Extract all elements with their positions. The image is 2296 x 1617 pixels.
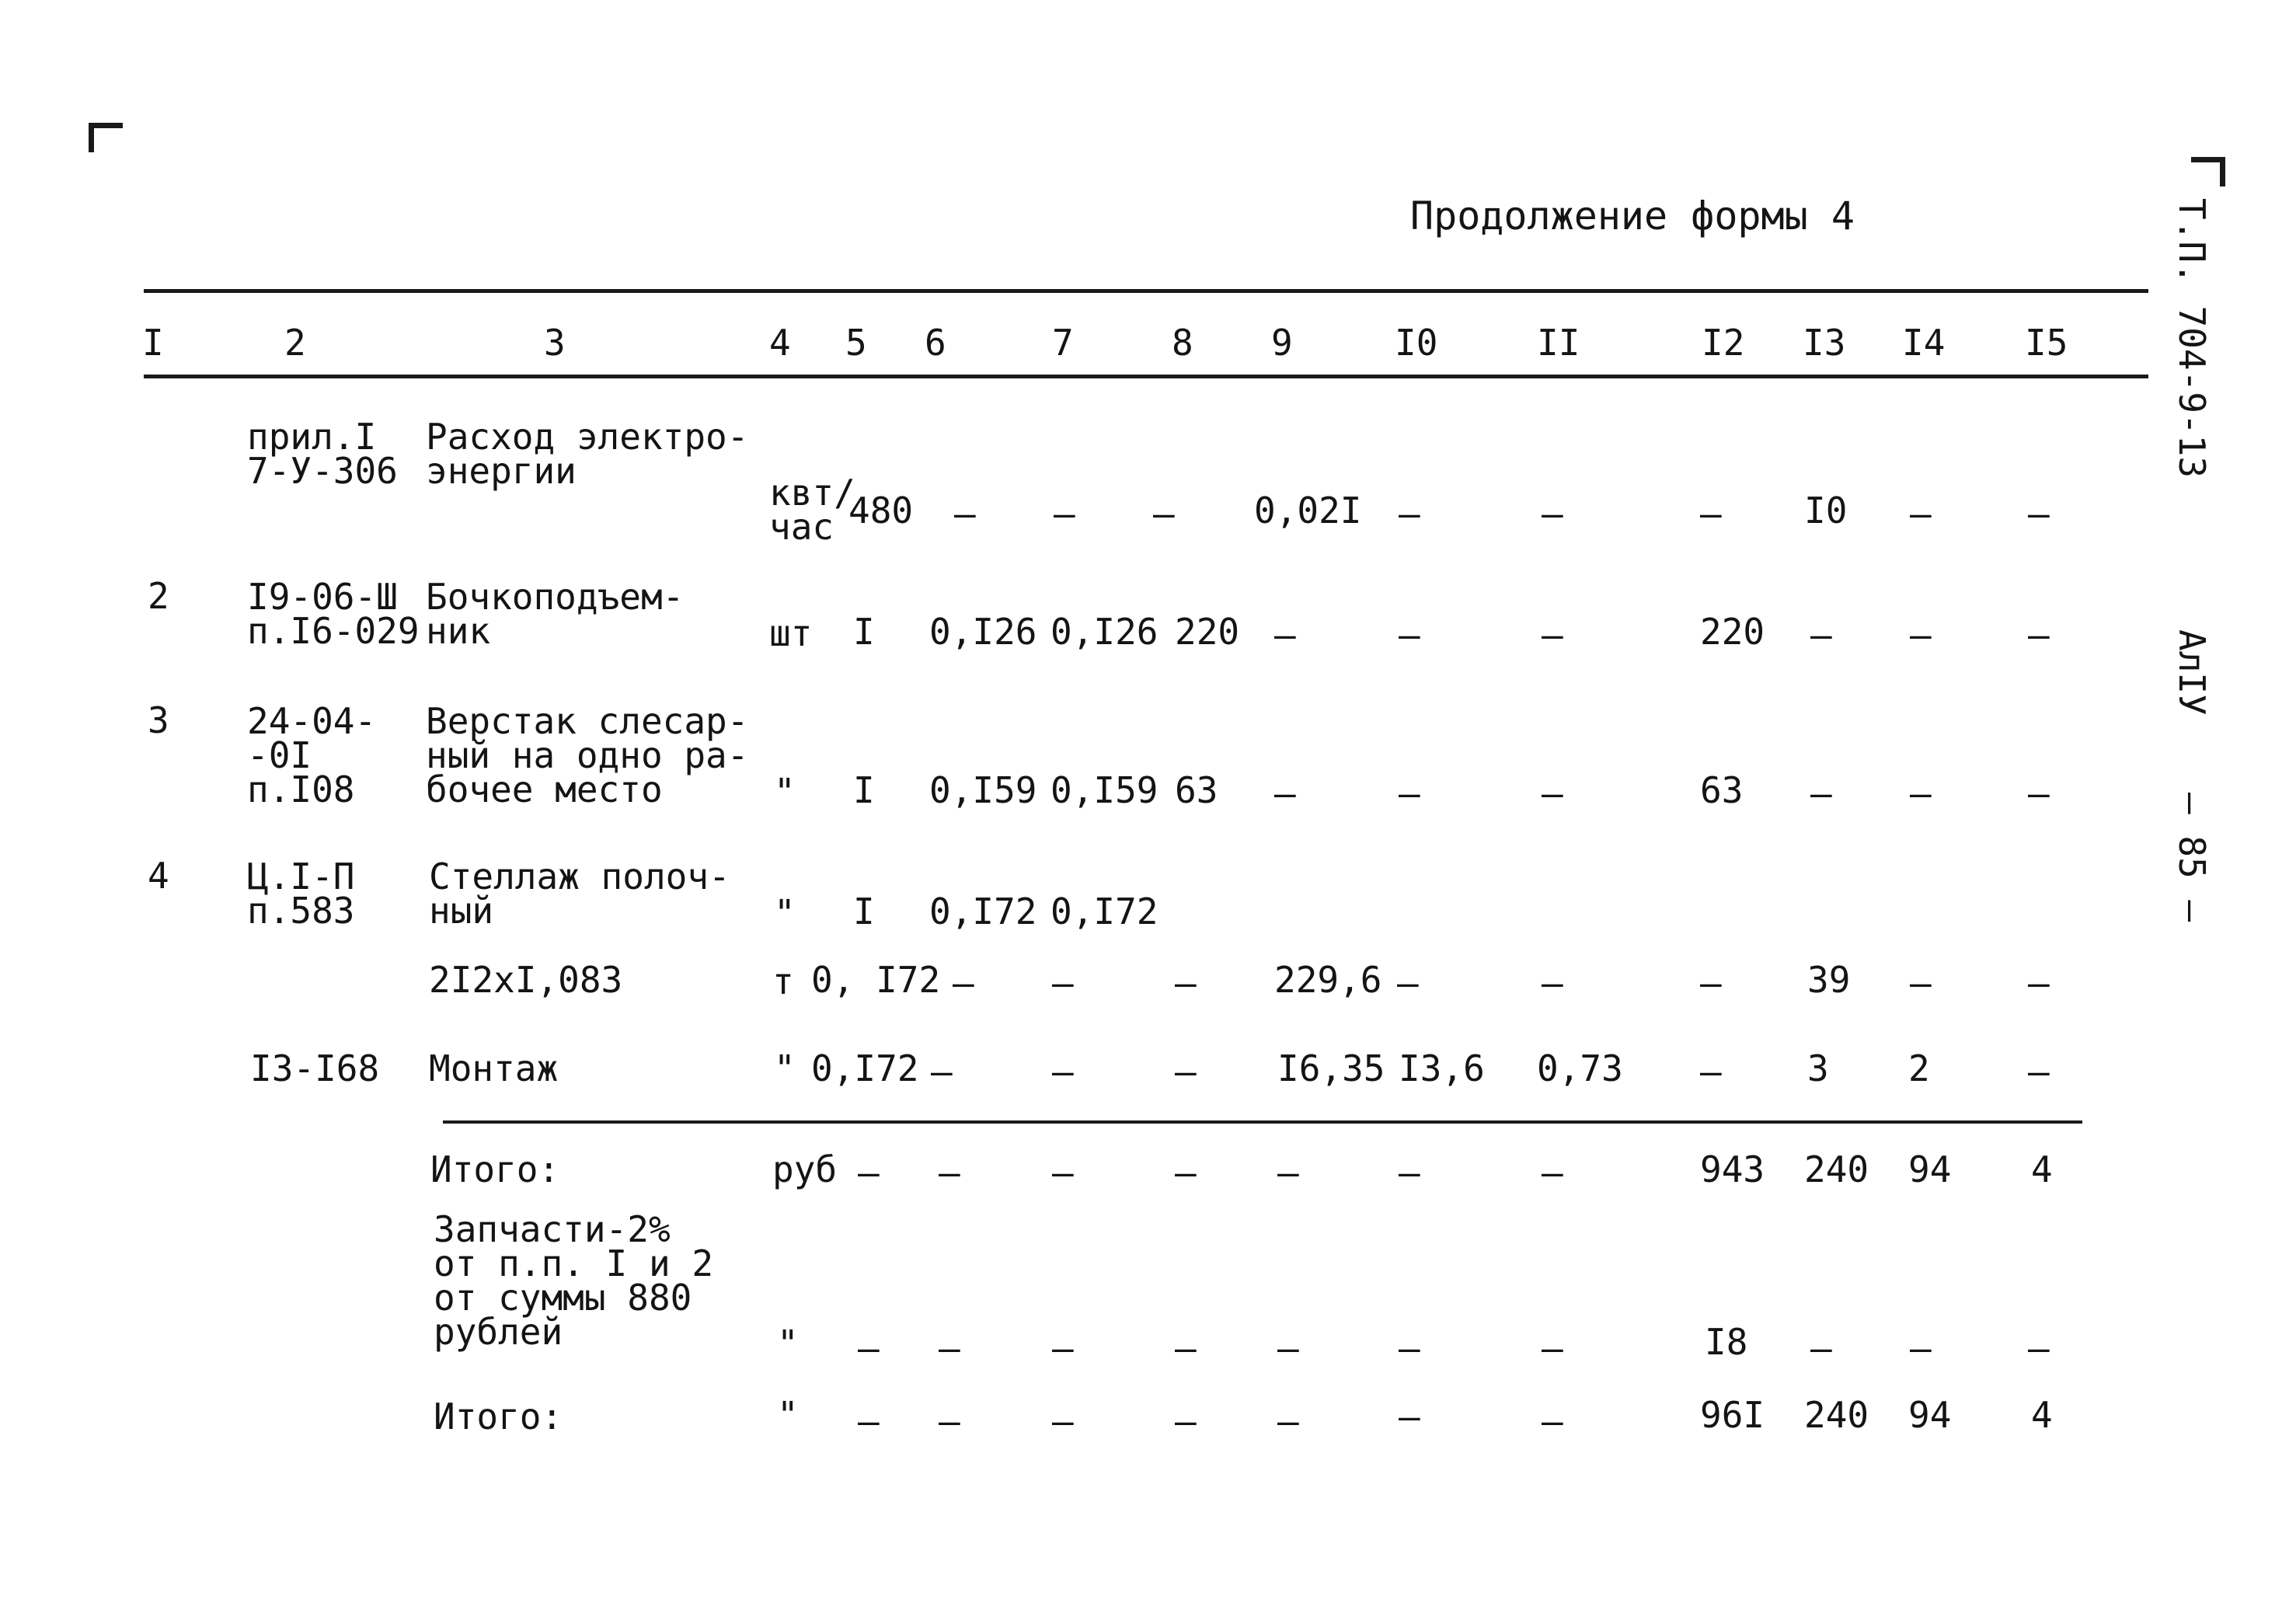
total2-col6: – <box>939 1400 960 1442</box>
row6-col14: 2 <box>1908 1047 1930 1089</box>
column-header-15: I5 <box>2025 322 2068 364</box>
page-number: — 85 — <box>2171 793 2213 922</box>
row3-col9: – <box>1274 772 1296 814</box>
column-header-4: 4 <box>769 322 791 364</box>
row4-col7: 0,I72 <box>1050 890 1158 932</box>
column-header-2: 2 <box>284 322 306 364</box>
row1-col15: – <box>2028 493 2050 535</box>
total2-col8: – <box>1175 1400 1197 1442</box>
row5-col7: – <box>1052 962 1074 1004</box>
row3-col10: – <box>1399 772 1420 814</box>
column-header-3: 3 <box>544 322 566 364</box>
spares-col8: – <box>1175 1327 1197 1369</box>
row2-unit: шт <box>769 612 813 654</box>
row3-col8: 63 <box>1175 769 1218 811</box>
total2-col14: 94 <box>1908 1394 1952 1436</box>
total1-col7: – <box>1052 1152 1074 1194</box>
row6-unit: " <box>774 1047 796 1089</box>
row1-col5: 480 <box>848 490 914 531</box>
row1-col6: – <box>954 493 976 535</box>
row5-description: 2I2хI,083 <box>429 959 623 1001</box>
row3-col12: 63 <box>1700 769 1744 811</box>
row1-col10: – <box>1399 493 1420 535</box>
spares-col9: – <box>1277 1327 1299 1369</box>
row6-col8: – <box>1175 1051 1197 1093</box>
corner-mark-right-v <box>2220 157 2225 186</box>
row1-col14: – <box>1910 493 1932 535</box>
total2-label: Итого: <box>434 1396 563 1438</box>
total1-col10: – <box>1399 1152 1420 1194</box>
column-header-11: II <box>1537 322 1580 364</box>
document-code: Т.П. 704-9-13 <box>2171 198 2213 479</box>
row6-reference: I3-I68 <box>250 1047 380 1089</box>
column-header-1: I <box>142 322 164 364</box>
row4-col5: I <box>853 890 875 932</box>
row2-col7: 0,I26 <box>1050 611 1158 653</box>
section-code: АлIУ <box>2171 629 2213 716</box>
row1-col8: – <box>1153 493 1175 535</box>
total1-col8: – <box>1175 1152 1197 1194</box>
row3-col5: I <box>853 769 875 811</box>
total2-col11: – <box>1542 1400 1563 1442</box>
total1-col9: – <box>1277 1152 1299 1194</box>
spares-col6: – <box>939 1327 960 1369</box>
column-header-9: 9 <box>1271 322 1293 364</box>
row4-unit: " <box>774 892 796 934</box>
row1-col7: – <box>1054 493 1075 535</box>
total2-col7: – <box>1052 1400 1074 1442</box>
row3-description: Верстак слесар- ный на одно ра- бочее место <box>426 700 749 810</box>
spares-col12: I8 <box>1705 1321 1748 1363</box>
row6-col9: I6,35 <box>1277 1047 1385 1089</box>
row5-col11: – <box>1542 962 1563 1004</box>
row1-col12: – <box>1700 493 1722 535</box>
row6-col13: 3 <box>1807 1047 1829 1089</box>
row3-number: 3 <box>148 699 169 741</box>
row6-col6: – <box>931 1051 953 1093</box>
totals-rule <box>443 1120 2082 1124</box>
corner-mark-left-v <box>89 123 94 152</box>
row1-reference: прил.I 7-У-306 <box>247 416 398 492</box>
total2-col10: – <box>1399 1396 1420 1438</box>
column-header-10: I0 <box>1395 322 1438 364</box>
total1-col15: 4 <box>2031 1148 2053 1190</box>
total1-col6: – <box>939 1152 960 1194</box>
row2-number: 2 <box>148 575 169 617</box>
row3-reference: 24-04- -0I п.I08 <box>247 700 377 810</box>
row2-col15: – <box>2028 614 2050 656</box>
row5-unit: т <box>772 960 794 1002</box>
row2-col14: – <box>1910 614 1932 656</box>
row5-col13: 39 <box>1807 959 1851 1001</box>
row2-col9: – <box>1274 614 1296 656</box>
spares-col5: – <box>858 1327 880 1369</box>
row2-col11: – <box>1542 614 1563 656</box>
row3-col11: – <box>1542 772 1563 814</box>
row1-col13: I0 <box>1804 490 1848 531</box>
row4-description: Стеллаж полоч- ный <box>429 856 730 932</box>
row3-col14: – <box>1910 772 1932 814</box>
spares-unit: " <box>777 1323 799 1364</box>
row2-reference: I9-06-Ш п.I6-029 <box>247 576 420 652</box>
total2-col9: – <box>1277 1400 1299 1442</box>
row3-col7: 0,I59 <box>1050 769 1158 811</box>
row5-col9: 229,6 <box>1274 959 1382 1001</box>
total2-col13: 240 <box>1804 1394 1869 1436</box>
total2-col12: 96I <box>1700 1394 1765 1436</box>
total2-col15: 4 <box>2031 1394 2053 1436</box>
spares-col13: – <box>1810 1327 1832 1369</box>
row5-col8: – <box>1175 962 1197 1004</box>
row6-description: Монтаж <box>429 1047 559 1089</box>
row4-number: 4 <box>148 855 169 897</box>
total1-col12: 943 <box>1700 1148 1765 1190</box>
row4-reference: Ц.I-П п.583 <box>247 856 355 932</box>
header-top-rule <box>144 289 2148 293</box>
total1-col13: 240 <box>1804 1148 1869 1190</box>
header-bottom-rule <box>144 375 2148 378</box>
column-header-7: 7 <box>1052 322 1074 364</box>
column-header-13: I3 <box>1803 322 1846 364</box>
column-header-14: I4 <box>1902 322 1946 364</box>
total2-col5: – <box>858 1400 880 1442</box>
total2-unit: " <box>777 1394 799 1436</box>
spares-col11: – <box>1542 1327 1563 1369</box>
column-header-8: 8 <box>1172 322 1193 364</box>
row1-description: Расход электро- энергии <box>426 416 749 492</box>
row5-col5: 0, I72 <box>811 959 941 1001</box>
total1-col14: 94 <box>1908 1148 1952 1190</box>
row5-col14: – <box>1910 962 1932 1004</box>
row5-col6: – <box>953 962 974 1004</box>
total1-col11: – <box>1542 1152 1563 1194</box>
row3-col13: – <box>1810 772 1832 814</box>
column-header-6: 6 <box>925 322 946 364</box>
row6-col5: 0,I72 <box>811 1047 919 1089</box>
row2-col6: 0,I26 <box>929 611 1037 653</box>
row1-col9: 0,02I <box>1254 490 1362 531</box>
total1-unit: руб <box>772 1148 838 1190</box>
total1-label: Итого: <box>430 1148 560 1190</box>
row2-description: Бочкоподъем- ник <box>426 576 685 652</box>
row6-col11: 0,73 <box>1537 1047 1623 1089</box>
row6-col10: I3,6 <box>1399 1047 1485 1089</box>
row5-col10: – <box>1397 962 1419 1004</box>
row4-col6: 0,I72 <box>929 890 1037 932</box>
row5-col12: – <box>1700 962 1722 1004</box>
row3-col6: 0,I59 <box>929 769 1037 811</box>
row6-col12: – <box>1700 1051 1722 1093</box>
column-header-12: I2 <box>1702 322 1745 364</box>
row3-unit: " <box>774 771 796 813</box>
spares-description: Запчасти-2% от п.п. I и 2 от суммы 880 рублей <box>434 1208 714 1353</box>
spares-col7: – <box>1052 1327 1074 1369</box>
row2-col10: – <box>1399 614 1420 656</box>
total1-col5: – <box>858 1152 880 1194</box>
form-continuation-heading: Продолжение формы 4 <box>1410 193 1855 239</box>
row1-unit: квт/ час <box>769 472 855 548</box>
row1-col11: – <box>1542 493 1563 535</box>
spares-col15: – <box>2028 1327 2050 1369</box>
spares-col10: – <box>1399 1327 1420 1369</box>
row3-col15: – <box>2028 772 2050 814</box>
column-header-5: 5 <box>845 322 867 364</box>
row2-col8: 220 <box>1175 611 1240 653</box>
row6-col7: – <box>1052 1051 1074 1093</box>
row2-col12: 220 <box>1700 611 1765 653</box>
row6-col15: – <box>2028 1051 2050 1093</box>
row2-col13: – <box>1810 614 1832 656</box>
row2-col5: I <box>853 611 875 653</box>
spares-col14: – <box>1910 1327 1932 1369</box>
row5-col15: – <box>2028 962 2050 1004</box>
